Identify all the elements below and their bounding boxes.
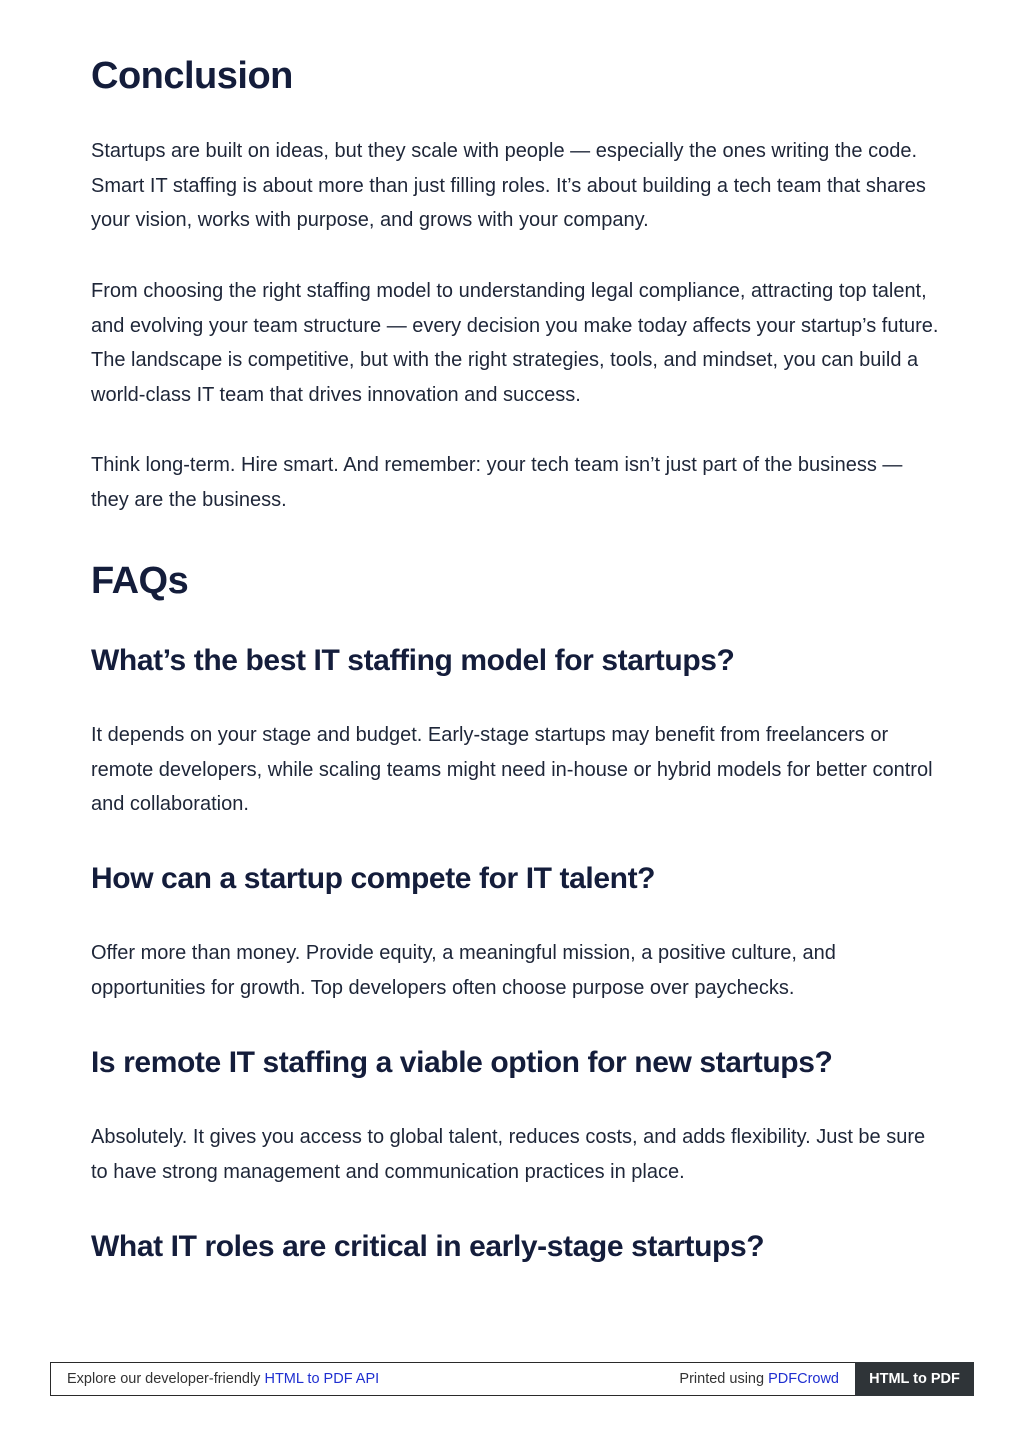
pdfcrowd-footer — [50, 1362, 974, 1396]
faq-answer-2: Offer more than money. Provide equity, a meaningful mission, a positive culture, and opportunities for growth. Top developers often choose purpose over paychecks. — [91, 942, 836, 999]
conclusion-paragraph-2: From choosing the right staffing model to understanding legal compliance, attracting top talent, and evolving your team structure — every decision you make today affects your startup’s future. The landscape is competitive, but with the right strategies, tools, and mindset, you can build a world-class IT team that drives innovation and success. — [91, 280, 939, 406]
faq-question-3: Is remote IT staffing a viable option for new startups? — [91, 1046, 833, 1079]
conclusion-paragraph-1: Startups are built on ideas, but they scale with people — especially the ones writing the code. Smart IT staffing is about more than just filling roles. It’s about building a tech team that shares your vision, works with purpose, and grows with your company. — [91, 140, 926, 231]
faqs-heading: FAQs — [91, 560, 189, 602]
conclusion-paragraph-3: Think long-term. Hire smart. And remember: your tech team isn’t just part of the business — they are the business. — [91, 454, 903, 511]
faq-answer-3: Absolutely. It gives you access to global talent, reduces costs, and adds flexibility. Just be sure to have strong management and communication practices in place. — [91, 1126, 926, 1183]
html-to-pdf-api-link[interactable]: HTML to PDF API — [264, 1371, 380, 1387]
html-to-pdf-badge[interactable]: HTML to PDF — [855, 1362, 974, 1396]
footer-printed — [679, 1371, 839, 1387]
faq-question-1: What’s the best IT staffing model for startups? — [91, 644, 735, 677]
conclusion-heading: Conclusion — [91, 55, 293, 97]
footer-explore-text: Explore our developer-friendly — [67, 1371, 265, 1387]
pdfcrowd-link[interactable]: PDFCrowd — [768, 1371, 839, 1387]
footer-printed-text: Printed using — [679, 1371, 769, 1387]
faq-question-2: How can a startup compete for IT talent? — [91, 862, 656, 895]
faq-answer-1: It depends on your stage and budget. Early-stage startups may benefit from freelancers or remote developers, while scaling teams might need in-house or hybrid models for better control and collaboration. — [91, 724, 933, 815]
footer-explore — [67, 1371, 379, 1387]
faq-question-4: What IT roles are critical in early-stage startups? — [91, 1230, 765, 1263]
